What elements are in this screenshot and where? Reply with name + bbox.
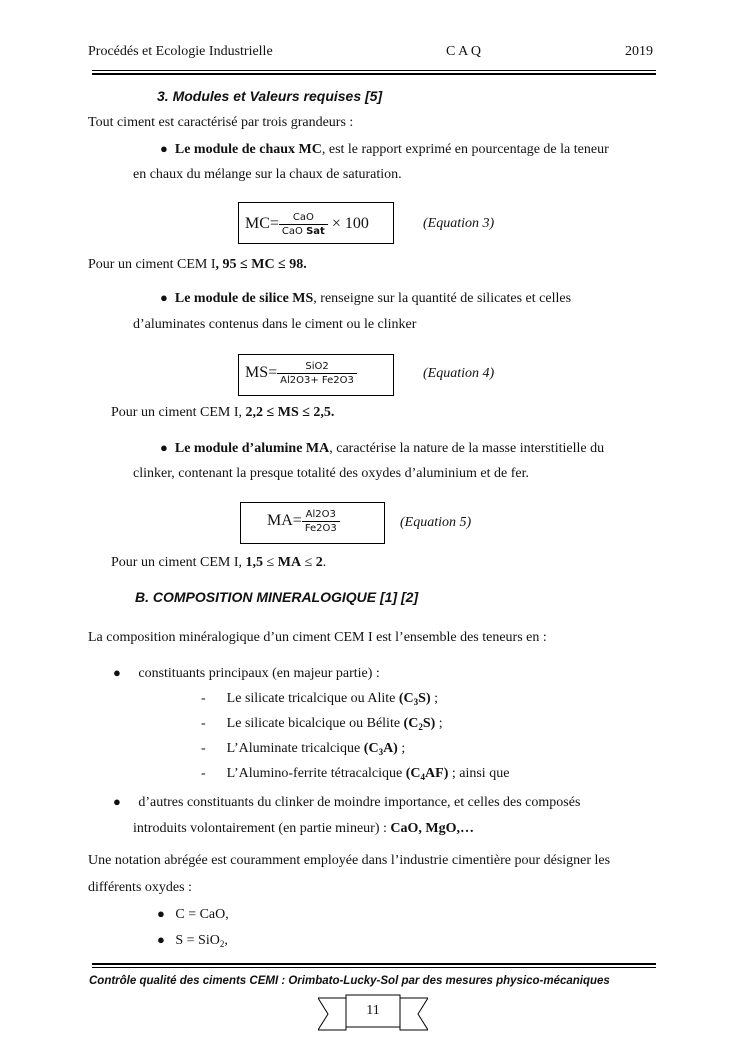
oxide-item-1: ● C = CaO, [157,906,229,922]
equation-4-box [238,354,394,396]
ma-name: Le module d’alumine MA [174,441,330,456]
mc-bullet-line [160,141,609,158]
ma-eq-numerator: Al2O3 [302,509,340,522]
ms-desc2: d’aluminates contenus dans le ciment ou le clinker [133,317,417,332]
ma-desc1: , caractérise la nature de la masse interstitielle du [329,441,605,456]
notation-line-2: différents oxydes : [88,880,192,895]
mc-desc1: , est le rapport exprimé en pourcentage de la teneur [321,142,609,157]
section-b-bullet-1: ● constituants principaux (en majeur partie) : [113,665,380,681]
mc-range: Pour un ciment CEM I, 95 ≤ MC ≤ 98. [88,257,307,272]
list-item: - Le silicate bicalcique ou Bélite $(C_2S)$ ; [201,716,443,732]
ms-range: Pour un ciment CEM I, 2,2 ≤ MS ≤ 2,5. [111,405,335,420]
section-b-bullet-2: ● d’autres constituants du clinker de moindre importance, et celles des composés [113,794,581,810]
footer-rule-thin [92,967,656,968]
ma-range: Pour un ciment CEM I, 1,5 ≤ MA ≤ 2. [111,555,327,570]
section-b-title: B. COMPOSITION MINERALOGIQUE [1] [2] [135,589,419,605]
ms-eq-prefix: MS= [245,364,278,382]
mc-eq-suffix: × 100 [331,215,369,233]
list-item: - L’Alumino-ferrite tétracalcique $(C_4AF)$ ; ainsi que [201,766,510,782]
ms-desc1: , renseigne sur la quantité de silicates et celles [313,291,572,306]
bullet-icon: ● [113,794,121,809]
ms-eq-denominator: Al2O3+ Fe2O3 [280,375,354,386]
equation-5-box [240,502,385,544]
ma-desc2: clinker, contenant la presque totalité des oxydes d’aluminium et de fer. [133,466,529,481]
ribbon-left-tail [318,998,346,1030]
ma-bullet-line [160,440,604,457]
mc-eq-fraction [279,212,328,237]
ma-eq-prefix: MA= [267,512,302,530]
mc-desc2: en chaux du mélange sur la chaux de saturation. [133,167,402,182]
ms-eq-fraction [277,361,357,386]
header-center: C A Q [446,44,482,59]
section-b-intro: La composition minéralogique d’un ciment CEM I est l’ensemble des teneurs en : [88,630,547,645]
footer-rule-thick [92,963,656,965]
bullet-icon: ● [157,932,165,947]
header-rule-thin [92,70,656,71]
header-right: 2019 [625,44,653,59]
section-3-intro: Tout ciment est caractérisé par trois grandeurs : [88,115,354,130]
bullet-icon: ● [113,665,121,680]
ribbon-right-tail [400,998,428,1030]
section-3-title: 3. Modules et Valeurs requises [5] [157,88,383,104]
section-b-bullet-2-cont: introduits volontairement (en partie mineur) : CaO, MgO,… [133,821,474,836]
ms-bullet-line [160,290,571,307]
equation-3-box [238,202,394,244]
ms-name: Le module de silice MS [174,291,314,306]
mc-eq-denominator: CaO Sat [281,226,325,237]
header-rule-thick [92,73,656,75]
bullet-icon: ● [160,290,168,305]
list-item: - Le silicate tricalcique ou Alite $(C_3S)$ ; [201,691,439,707]
notation-line-1: Une notation abrégée est couramment employée dans l’industrie cimentière pour désigner les [88,853,611,868]
footer-title: Contrôle qualité des ciments CEMI : Orimbato-Lucky-Sol par des mesures physico-mécaniques [89,975,610,987]
mc-eq-prefix: MC= [245,215,279,233]
bullet-icon: ● [157,906,165,921]
ma-eq-denominator: Fe2O3 [304,523,337,534]
equation-5-label: (Equation 5) [400,515,472,530]
equation-3-label: (Equation 3) [423,216,495,231]
bullet-icon: ● [160,141,168,156]
mc-name: Le module de chaux MC [174,142,322,157]
header-left: Procédés et Ecologie Industrielle [88,44,273,59]
oxide-item-2: ● S = SiO$_2$, [157,932,228,949]
list-item: - L’Aluminate tricalcique $(C_3A)$ ; [201,741,406,757]
bullet-icon: ● [160,440,168,455]
ms-eq-numerator: SiO2 [277,361,357,374]
mc-eq-numerator: CaO [279,212,328,225]
page-number: 11 [366,1003,380,1018]
ma-eq-fraction [302,509,340,534]
equation-4-label: (Equation 4) [423,366,495,381]
